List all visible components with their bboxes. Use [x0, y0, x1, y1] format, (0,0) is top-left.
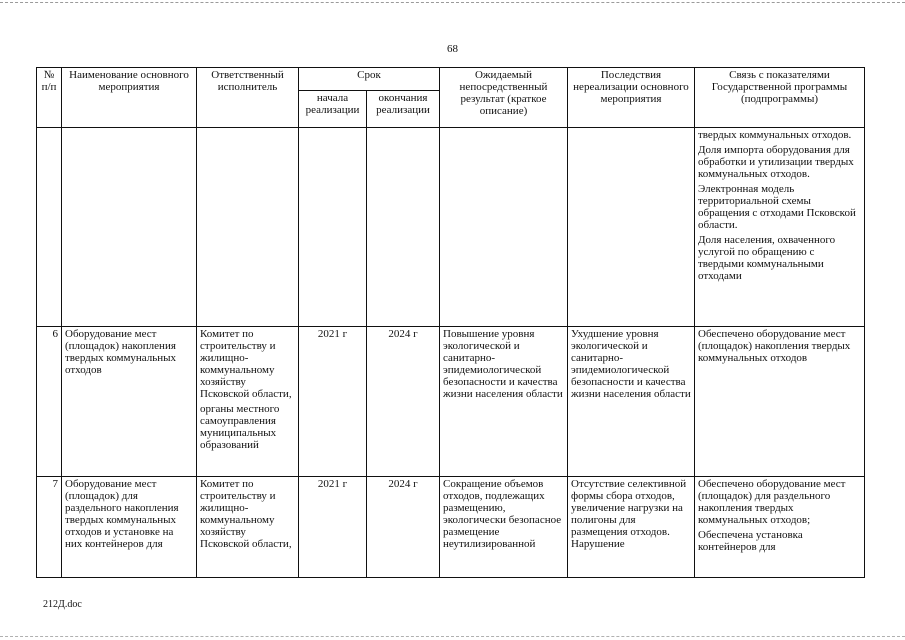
- measures-table: [36, 67, 865, 578]
- cell-link: [695, 327, 865, 477]
- header-result: Ожидаемый непосредственный результат (краткое описание): [440, 68, 568, 128]
- indicator-text: твердых коммунальных отходов.: [698, 129, 852, 141]
- indicator-text: Обеспечена установка контейнеров для: [698, 529, 803, 553]
- cell-executor: [197, 477, 299, 578]
- cell-end: 2024 г: [367, 327, 440, 477]
- page-number: 68: [447, 43, 458, 55]
- cell-link: [695, 477, 865, 578]
- header-name: Наименование основного мероприятия: [62, 68, 197, 128]
- cell-num: 7: [37, 477, 62, 578]
- scan-top-edge: [0, 2, 905, 3]
- cell-name: [62, 128, 197, 327]
- cell-result: Сокращение объемов отходов, подлежащих размещению, экологически безопасное размещение неутилизированной: [440, 477, 568, 578]
- cell-num: [37, 128, 62, 327]
- indicator-text: Обеспечено оборудование мест (площадок) для раздельного накопления твердых коммунальных отходов;: [698, 478, 846, 526]
- indicator-text: Электронная модель территориальной схемы обращения с отходами Псковской области.: [698, 183, 856, 231]
- header-start: начала реализации: [299, 91, 367, 128]
- indicator-text: Доля населения, охваченного услугой по обращению с твердыми коммунальными отходами: [698, 234, 836, 282]
- table-row: [37, 477, 865, 578]
- indicator-text: Доля импорта оборудования для обработки и утилизации твердых коммунальных отходов.: [698, 144, 854, 180]
- cell-link: [695, 128, 865, 327]
- header-executor: Ответственный исполнитель: [197, 68, 299, 128]
- document-filename: 212Д.doc: [43, 599, 82, 610]
- header-consequences: Последствия нереализации основного мероприятия: [568, 68, 695, 128]
- header-num: № п/п: [37, 68, 62, 128]
- cell-start: 2021 г: [299, 327, 367, 477]
- cell-name: Оборудование мест (площадок) накопления твердых коммунальных отходов: [62, 327, 197, 477]
- cell-executor: [197, 327, 299, 477]
- cell-result: [440, 128, 568, 327]
- cell-end: 2024 г: [367, 477, 440, 578]
- table-row: [37, 327, 865, 477]
- indicator-text: Обеспечено оборудование мест (площадок) накопления твердых коммунальных отходов: [698, 328, 851, 364]
- header-term: Срок: [299, 68, 440, 91]
- header-end: окончания реализации: [367, 91, 440, 128]
- header-row: [37, 68, 865, 91]
- executor-text: органы местного самоуправления муниципальных образований: [200, 403, 280, 451]
- cell-executor: [197, 128, 299, 327]
- cell-num: 6: [37, 327, 62, 477]
- cell-consequences: Ухудшение уровня экологической и санитарно-эпидемиологической безопасности и качества жизни населения области: [568, 327, 695, 477]
- cell-consequences: [568, 128, 695, 327]
- header-link: Связь с показателями Государственной программы (подпрограммы): [695, 68, 865, 128]
- cell-start: [299, 128, 367, 327]
- table-row-continuation: [37, 128, 865, 327]
- executor-text: Комитет по строительству и жилищно-коммунальному хозяйству Псковской области,: [200, 478, 292, 550]
- cell-name: Оборудование мест (площадок) для раздельного накопления твердых коммунальных отходов и установке на них контейнеров для: [62, 477, 197, 578]
- cell-end: [367, 128, 440, 327]
- cell-result: Повышение уровня экологической и санитарно-эпидемиологической безопасности и качества жизни населения области: [440, 327, 568, 477]
- cell-consequences: Отсутствие селективной формы сбора отходов, увеличение нагрузки на полигоны для размещения отходов. Нарушение: [568, 477, 695, 578]
- scan-bottom-edge: [0, 636, 905, 637]
- executor-text: Комитет по строительству и жилищно-коммунальному хозяйству Псковской области,: [200, 328, 292, 400]
- cell-start: 2021 г: [299, 477, 367, 578]
